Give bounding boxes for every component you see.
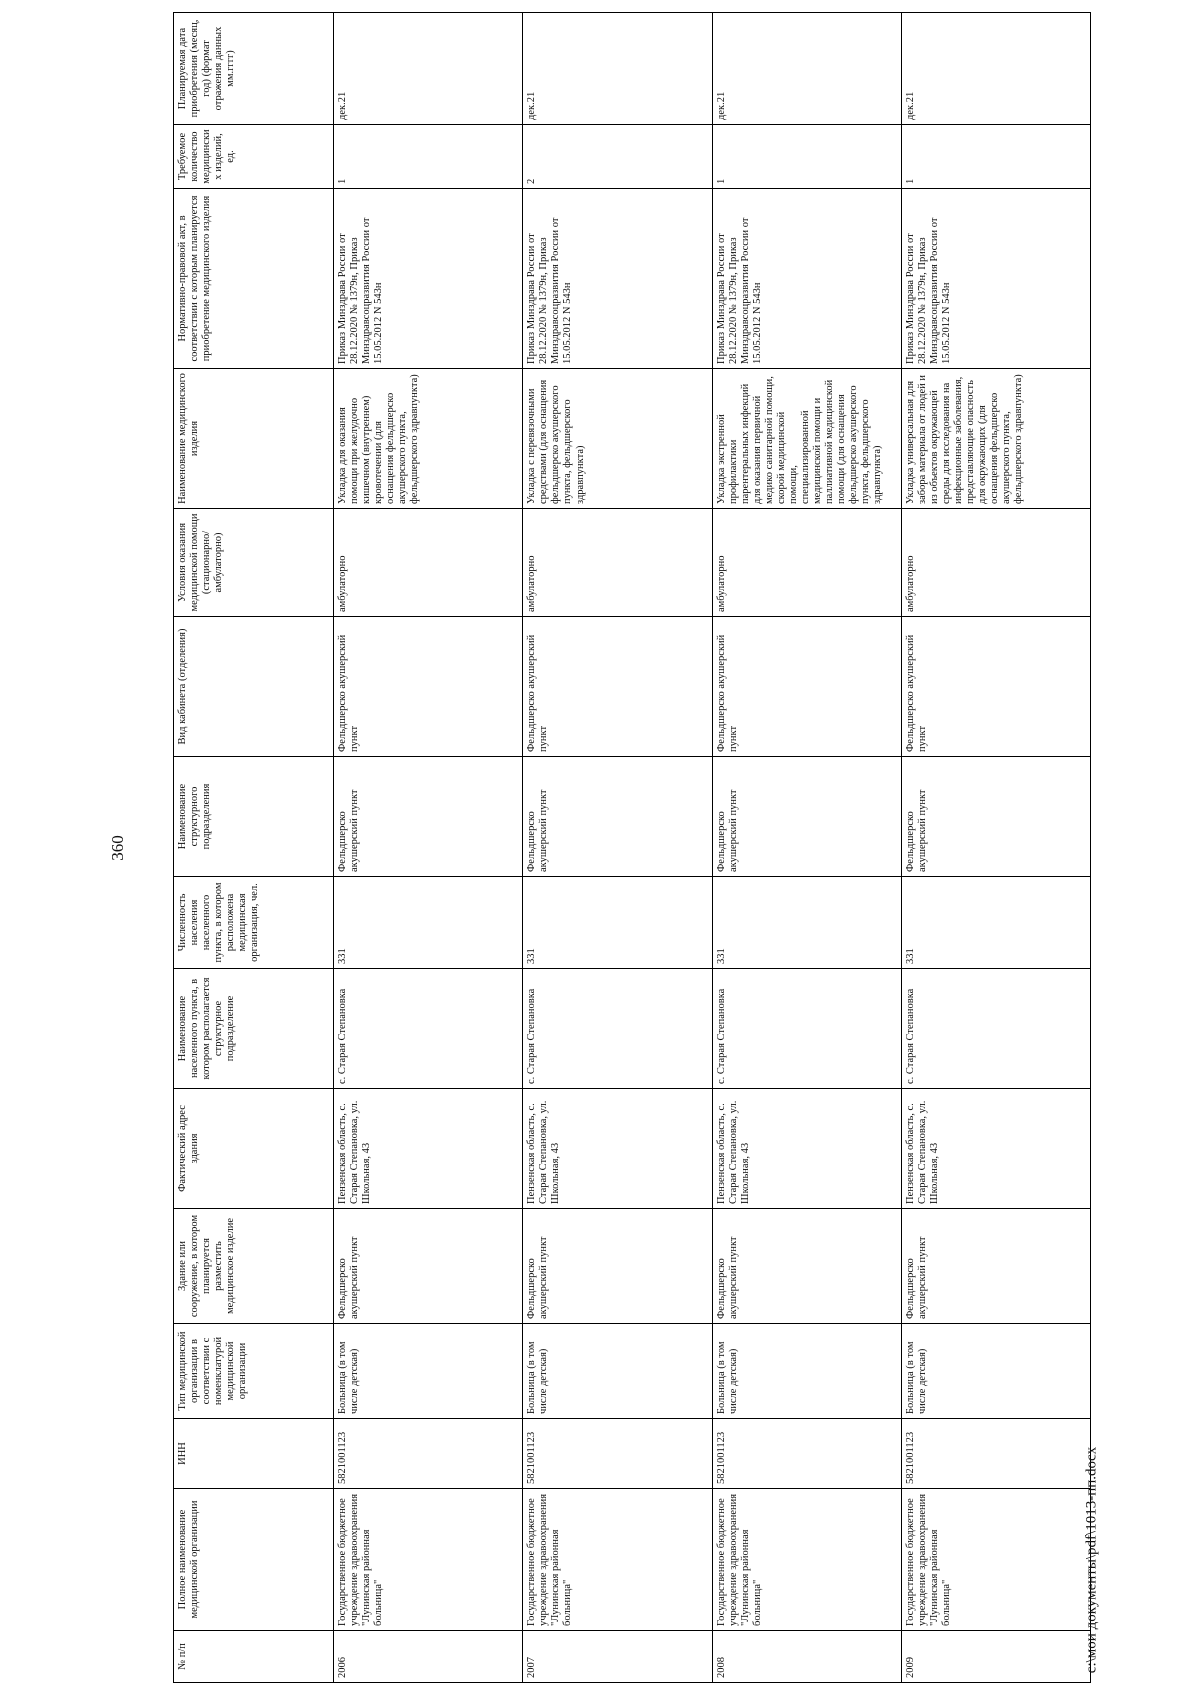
cell-device: Укладка для оказания помощи при желудочно кишечном (внутреннем) кровотечении (для оснащения фельдшерско акушерского пункта, фельдшерского здравпункта): [334, 369, 523, 509]
cell-inn: 5821001123: [334, 1419, 523, 1489]
cell-number: 2009: [901, 1631, 1090, 1683]
cell-locality: с. Старая Степановка: [712, 969, 901, 1089]
cell-legal-act: Приказ Минздрава России от 28.12.2020 № 1379н, Приказ Минздравсоцразвития России от 15.05.2012 N 543н: [523, 189, 712, 369]
column-header: Наименование структурного подразделения: [174, 757, 334, 877]
cell-conditions: амбулаторно: [334, 509, 523, 617]
cell-subdivision: Фельдшерско акушерский пункт: [712, 757, 901, 877]
cell-building: Фельдшерско акушерский пункт: [712, 1209, 901, 1324]
cell-cabinet: Фельдшерско акушерский пункт: [334, 617, 523, 757]
column-header: Полное наименование медицинской организации: [174, 1489, 334, 1631]
cell-subdivision: Фельдшерско акушерский пункт: [523, 757, 712, 877]
cell-inn: 5821001123: [523, 1419, 712, 1489]
column-header: Вид кабинета (отделения): [174, 617, 334, 757]
cell-org-type: Больница (в том числе детская): [901, 1324, 1090, 1419]
cell-date: дек.21: [901, 13, 1090, 125]
cell-device: Укладка универсальная для забора материала от людей и из объектов окружающей среды для исследования на инфекционные заболевания, представляющие опасность для окружающих (для оснащения фельдшерско акушерского пункта, фельдшерского здравпункта): [901, 369, 1090, 509]
cell-inn: 5821001123: [901, 1419, 1090, 1489]
cell-inn: 5821001123: [712, 1419, 901, 1489]
cell-organization: Государственное бюджетное учреждение здравоохранения "Лунинская районная больница": [334, 1489, 523, 1631]
cell-quantity: 1: [334, 125, 523, 189]
file-path-footer: c:\мои документы\pdf\1013-пп.docx: [1083, 1446, 1100, 1674]
table-row: [712, 13, 901, 1683]
cell-legal-act: Приказ Минздрава России от 28.12.2020 № 1379н, Приказ Минздравсоцразвития России от 15.05.2012 N 543н: [334, 189, 523, 369]
table-row: [334, 13, 523, 1683]
cell-org-type: Больница (в том числе детская): [712, 1324, 901, 1419]
column-header: Условия оказания медицинской помощи (стационарно/ амбулаторно): [174, 509, 334, 617]
column-header: Фактический адрес здания: [174, 1089, 334, 1209]
table-row: [523, 13, 712, 1683]
cell-subdivision: Фельдшерско акушерский пункт: [901, 757, 1090, 877]
cell-legal-act: Приказ Минздрава России от 28.12.2020 № 1379н, Приказ Минздравсоцразвития России от 15.05.2012 N 543н: [901, 189, 1090, 369]
cell-population: 331: [712, 877, 901, 969]
cell-building: Фельдшерско акушерский пункт: [901, 1209, 1090, 1324]
cell-building: Фельдшерско акушерский пункт: [334, 1209, 523, 1324]
cell-subdivision: Фельдшерско акушерский пункт: [334, 757, 523, 877]
page-number: 360: [108, 835, 127, 861]
cell-conditions: амбулаторно: [523, 509, 712, 617]
cell-legal-act: Приказ Минздрава России от 28.12.2020 № 1379н, Приказ Минздравсоцразвития России от 15.05.2012 N 543н: [712, 189, 901, 369]
column-header: Тип медицинской организации в соответствии с номенклатурой медицинской организации: [174, 1324, 334, 1419]
cell-number: 2006: [334, 1631, 523, 1683]
cell-population: 331: [901, 877, 1090, 969]
cell-building: Фельдшерско акушерский пункт: [523, 1209, 712, 1324]
table-header-row: [174, 13, 334, 1683]
table-container: [173, 13, 1091, 1683]
cell-locality: с. Старая Степановка: [334, 969, 523, 1089]
cell-device: Укладка экстренной профилактики парентеральных инфекций для оказания первичной медико санитарной помощи, скорой медицинской помощи, специализированной медицинской помощи и паллиативной медицинской помощи (для оснащения фельдшерско акушерского пункта, фельдшерского здравпункта): [712, 369, 901, 509]
cell-organization: Государственное бюджетное учреждение здравоохранения "Лунинская районная больница": [523, 1489, 712, 1631]
cell-device: Укладка с перевязочными средствами (для оснащения фельдшерско акушерского пункта, фельдшерского здравпункта): [523, 369, 712, 509]
column-header: Нормативно-правовой акт, в соответствии с которым планируется приобретение медицинского изделия: [174, 189, 334, 369]
cell-org-type: Больница (в том числе детская): [334, 1324, 523, 1419]
column-header: Здание или сооружение, в котором планируется разместить медицинское изделие: [174, 1209, 334, 1324]
column-header: Численность населения населенного пункта, в котором расположена медицинская организация, чел.: [174, 877, 334, 969]
cell-conditions: амбулаторно: [901, 509, 1090, 617]
column-header: Наименование населенного пункта, в котором располагается структурное подразделение: [174, 969, 334, 1089]
cell-quantity: 1: [901, 125, 1090, 189]
cell-address: Пензенская область, с. Старая Степановка, ул. Школьная, 43: [712, 1089, 901, 1209]
cell-address: Пензенская область, с. Старая Степановка, ул. Школьная, 43: [523, 1089, 712, 1209]
cell-quantity: 2: [523, 125, 712, 189]
equipment-table: [173, 12, 1091, 1683]
cell-date: дек.21: [712, 13, 901, 125]
column-header: Требуемое количество медицинских изделий, ед.: [174, 125, 334, 189]
cell-locality: с. Старая Степановка: [523, 969, 712, 1089]
cell-date: дек.21: [523, 13, 712, 125]
cell-number: 2008: [712, 1631, 901, 1683]
table-row: [901, 13, 1090, 1683]
cell-address: Пензенская область, с. Старая Степановка, ул. Школьная, 43: [901, 1089, 1090, 1209]
cell-org-type: Больница (в том числе детская): [523, 1324, 712, 1419]
column-header: Наименование медицинского изделия: [174, 369, 334, 509]
cell-date: дек.21: [334, 13, 523, 125]
cell-address: Пензенская область, с. Старая Степановка, ул. Школьная, 43: [334, 1089, 523, 1209]
cell-organization: Государственное бюджетное учреждение здравоохранения "Лунинская районная больница": [901, 1489, 1090, 1631]
column-header: ИНН: [174, 1419, 334, 1489]
cell-locality: с. Старая Степановка: [901, 969, 1090, 1089]
cell-organization: Государственное бюджетное учреждение здравоохранения "Лунинская районная больница": [712, 1489, 901, 1631]
cell-cabinet: Фельдшерско акушерский пункт: [712, 617, 901, 757]
cell-population: 331: [334, 877, 523, 969]
cell-population: 331: [523, 877, 712, 969]
cell-quantity: 1: [712, 125, 901, 189]
column-header: Планируемая дата приобретения (месяц, год) (формат отражения данных мм.гггг): [174, 13, 334, 125]
cell-cabinet: Фельдшерско акушерский пункт: [901, 617, 1090, 757]
column-header: № п/п: [174, 1631, 334, 1683]
cell-conditions: амбулаторно: [712, 509, 901, 617]
cell-number: 2007: [523, 1631, 712, 1683]
cell-cabinet: Фельдшерско акушерский пункт: [523, 617, 712, 757]
